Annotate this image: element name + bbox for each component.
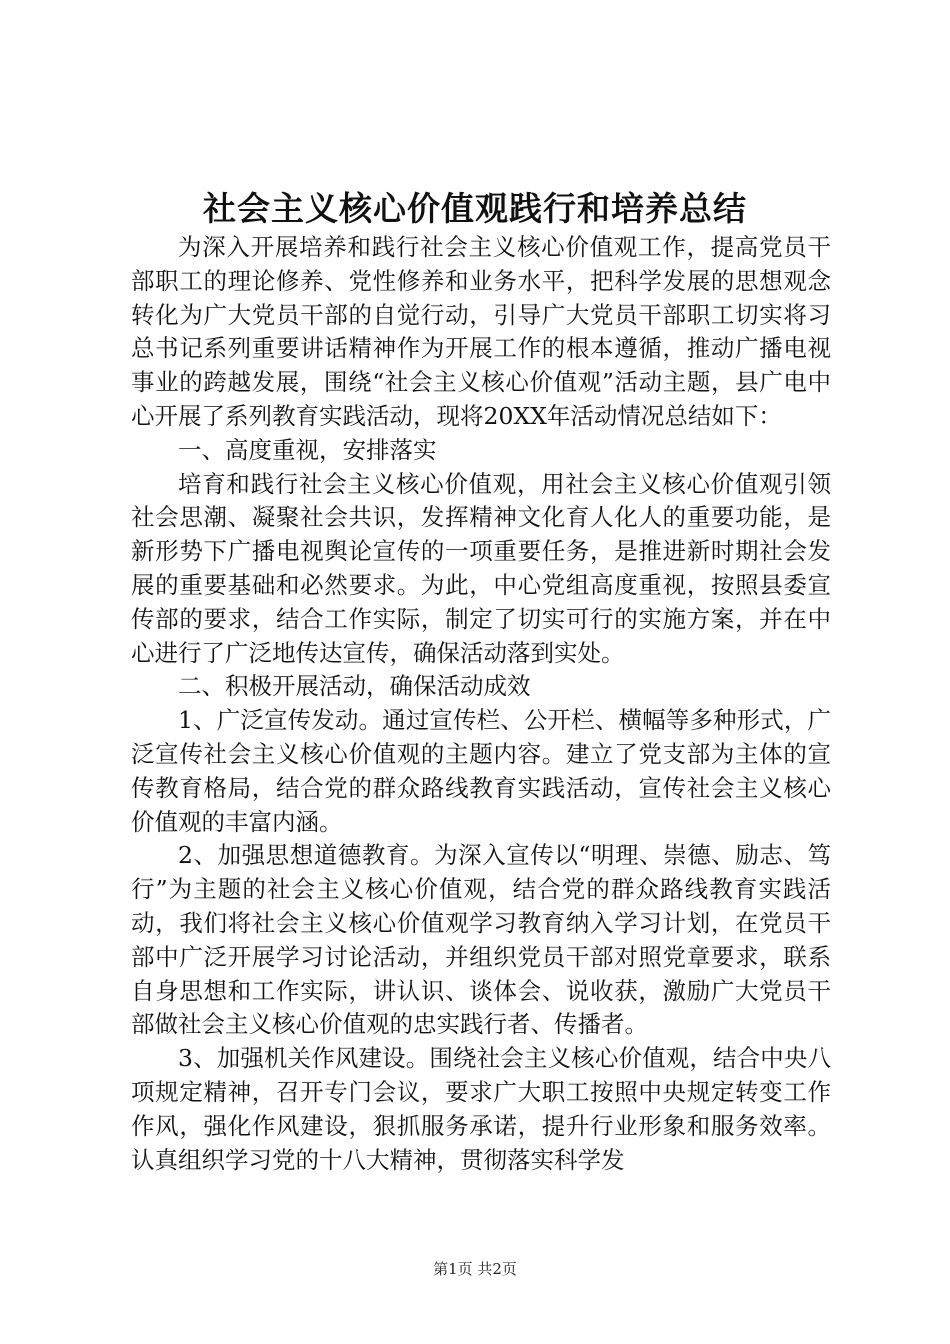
item-2-paragraph: 2、加强思想道德教育。为深入宣传以“明理、崇德、励志、笃行”为主题的社会主义核心价值观，结合党的群众路线教育实践活动，我们将社会主义核心价值观学习教育纳入学习计划，在党员干部中广泛开展学习讨论活动，并组织党员干部对照党章要求，联系自身思想和工作实际，讲认识、谈体会、说收获，激励广大党员干部做社会主义核心价值观的忠实践行者、传播者。 [131, 841, 831, 1039]
document-title: 社会主义核心价值观践行和培养总结 [203, 189, 747, 228]
section-heading-1: 一、高度重视，安排落实 [178, 435, 437, 464]
page-footer: 第1页 共2页 [433, 1260, 517, 1278]
section-1-paragraph: 培育和践行社会主义核心价值观，用社会主义核心价值观引领社会思潮、凝聚社会共识，发挥精神文化育人化人的重要功能，是新形势下广播电视舆论宣传的一项重要任务，是推进新时期社会发展的重要基础和必然要求。为此，中心党组高度重视，按照县委宣传部的要求，结合工作实际，制定了切实可行的实施方案，并在中心进行了广泛地传达宣传，确保活动落到实处。 [131, 469, 831, 667]
item-3-paragraph: 3、加强机关作风建设。围绕社会主义核心价值观，结合中央八项规定精神，召开专门会议，要求广大职工按照中央规定转变工作作风，强化作风建设，狠抓服务承诺，提升行业形象和服务效率。认真组织学习党的十八大精神，贯彻落实科学发 [131, 1044, 831, 1174]
item-1-paragraph: 1、广泛宣传发动。通过宣传栏、公开栏、横幅等多种形式，广泛宣传社会主义核心价值观的主题内容。建立了党支部为主体的宣传教育格局，结合党的群众路线教育实践活动，宣传社会主义核心价值观的丰富内涵。 [131, 706, 831, 836]
document-body [131, 231, 831, 1177]
intro-paragraph: 为深入开展培养和践行社会主义核心价值观工作，提高党员干部职工的理论修养、党性修养和业务水平，把科学发展的思想观念转化为广大党员干部的自觉行动，引导广大党员干部职工切实将习总书记系列重要讲话精神作为开展工作的根本遵循，推动广播电视事业的跨越发展，围绕“社会主义核心价值观”活动主题，县广电中心开展了系列教育实践活动，现将20XX年活动情况总结如下： [131, 233, 831, 430]
section-heading-2: 二、积极开展活动，确保活动成效 [178, 672, 531, 701]
